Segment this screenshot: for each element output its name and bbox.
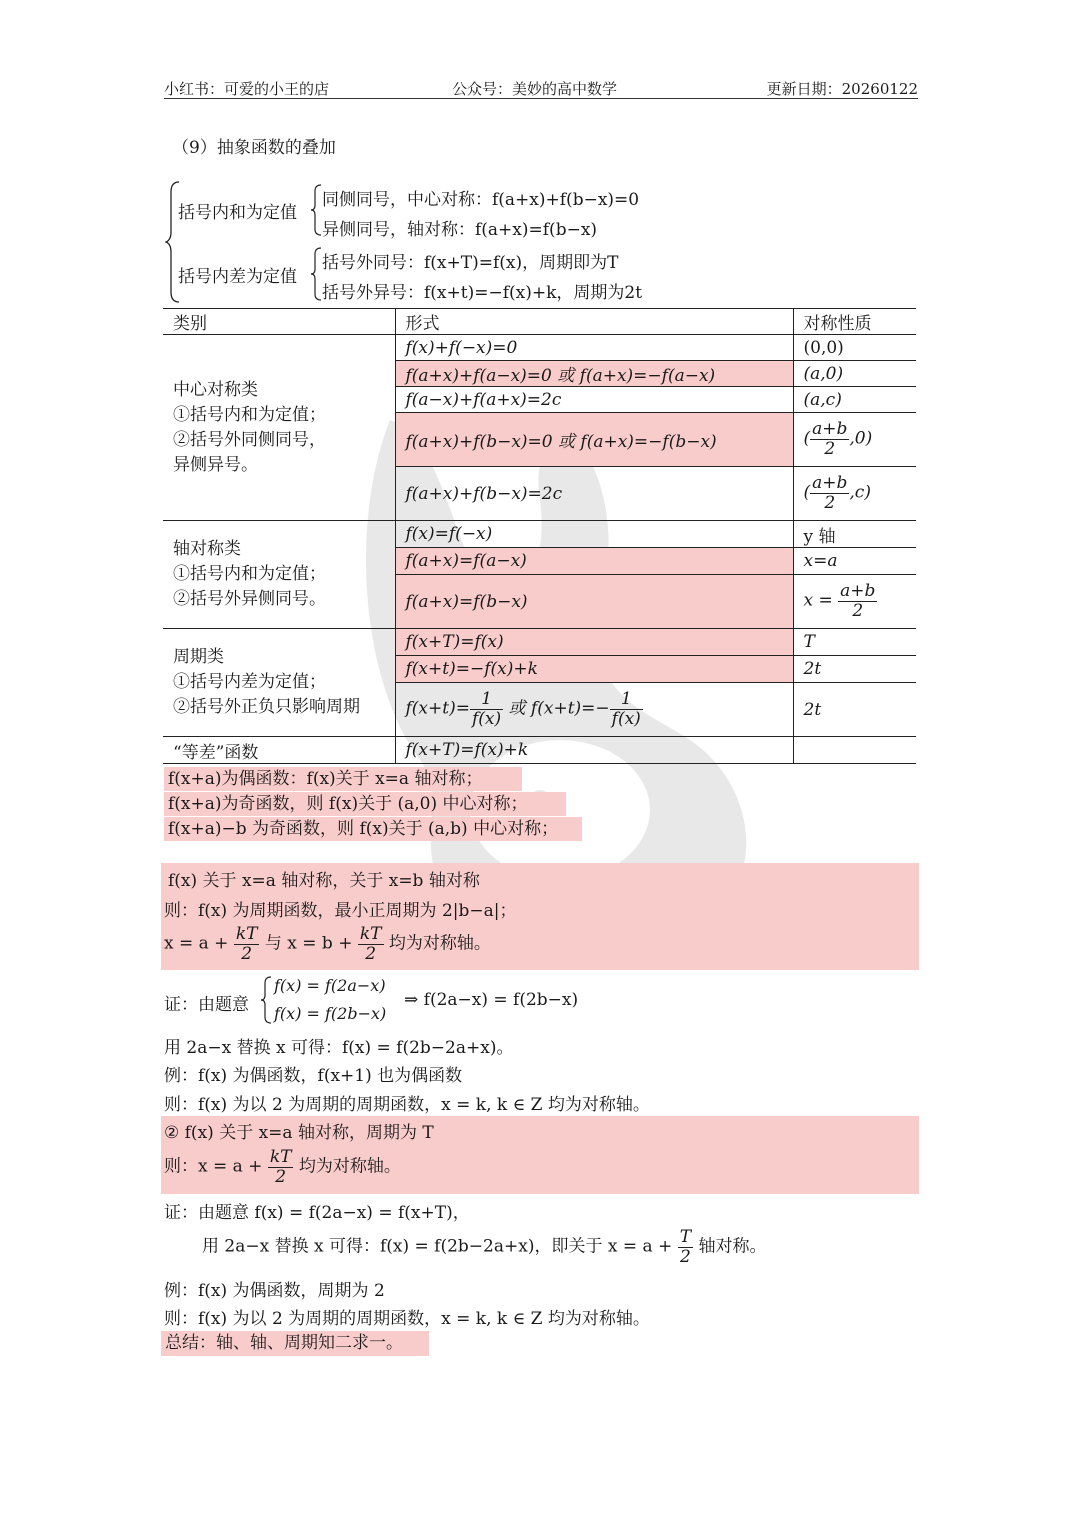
prop-cell: T	[793, 629, 916, 656]
fraction	[268, 1148, 294, 1186]
prop-cell: 2t	[793, 683, 916, 737]
sum-label: 括号内和为定值	[178, 203, 297, 223]
fraction	[234, 925, 260, 963]
form-cell: f(x+T)=f(x)+k	[395, 737, 793, 764]
fact-1: f(x+a)为偶函数：f(x)关于 x=a 轴对称；	[164, 767, 522, 791]
denominator: 2	[241, 943, 253, 964]
denominator: 2	[824, 439, 836, 459]
summary: 总结：轴、轴、周期知二求一。	[161, 1331, 429, 1356]
fraction	[810, 420, 849, 458]
center-note3: 异侧异号。	[173, 454, 258, 475]
form-cell: f(a−x)+f(a+x)=2c	[395, 387, 793, 413]
proof2-line1: 证：由题意 f(x) = f(2a−x) = f(x+T)，	[164, 1203, 470, 1223]
fraction	[610, 690, 643, 728]
proof1-sys1: f(x) = f(2a−x)	[274, 976, 386, 995]
header-form: 形式	[395, 309, 793, 335]
form-cell: f(a+x)=f(b−x)	[395, 575, 793, 629]
prop-pre: (	[803, 429, 811, 449]
period-note2: ②括号外正负只影响周期	[173, 697, 360, 717]
theorem2-line1: ② f(x) 关于 x=a 轴对称，周期为 T	[164, 1123, 434, 1143]
prop-pre: x =	[803, 591, 833, 611]
proof1-example-result: 则：f(x) 为以 2 为周期的周期函数，x = k, k ∈ Z 均为对称轴。	[164, 1095, 650, 1115]
system-brace	[260, 975, 274, 1025]
form-pre: f(x+t)=	[405, 699, 470, 719]
t2-pre: 则：x = a +	[164, 1156, 263, 1177]
p2-pre: 用 2a−x 替换 x 可得：f(x) = f(2b−2a+x)，即关于 x = a +	[202, 1236, 673, 1257]
period-note1: ①括号内差为定值；	[173, 672, 326, 692]
numerator: kT	[269, 1147, 292, 1167]
center-group-cell	[163, 335, 395, 521]
proof1-example: 例：f(x) 为偶函数，f(x+1) 也为偶函数	[164, 1066, 463, 1086]
prop-cell	[793, 413, 916, 467]
proof1-line2: 用 2a−x 替换 x 可得：f(x) = f(2b−2a+x)。	[164, 1038, 514, 1058]
table-row	[163, 521, 916, 548]
denominator: 2	[365, 943, 377, 964]
prop-pre: (	[803, 483, 811, 503]
prop-cell: (0,0)	[793, 335, 916, 361]
section-title: （9）抽象函数的叠加	[172, 138, 336, 158]
sum-same: 同侧同号，中心对称：f(a+x)+f(b−x)=0	[322, 190, 640, 210]
prop-cell	[793, 467, 916, 521]
header-right: 更新日期：20260122	[766, 80, 918, 98]
fraction	[678, 1228, 693, 1266]
diff-opp: 括号外异号：f(x+t)=−f(x)+k，周期为2t	[322, 283, 643, 303]
form-cell: f(a+x)+f(b−x)=0 或 f(a+x)=−f(b−x)	[395, 413, 793, 467]
numerator: kT	[359, 924, 382, 944]
form-mid: 或 f(x+t)=−	[508, 699, 610, 719]
fact-2: f(x+a)为奇函数，则 f(x)关于 (a,0) 中心对称；	[164, 792, 566, 816]
prop-cell: 2t	[793, 656, 916, 683]
axis-title: 轴对称类	[173, 539, 241, 559]
page-header	[164, 78, 918, 99]
diff-label: 括号内差为定值	[178, 267, 297, 287]
proof2-line2	[202, 1228, 766, 1266]
prop-cell: x=a	[793, 548, 916, 575]
sum-opp: 异侧同号，轴对称：f(a+x)=f(b−x)	[322, 220, 598, 240]
prop-post: ,c)	[849, 483, 871, 503]
center-title: 中心对称类	[173, 379, 258, 400]
proof1-sys2: f(x) = f(2b−x)	[274, 1004, 387, 1023]
fraction	[810, 474, 849, 512]
denominator: f(x)	[471, 709, 502, 729]
diff-same: 括号外同号：f(x+T)=f(x)，周期即为T	[322, 253, 619, 273]
form-cell: f(x+T)=f(x)	[395, 629, 793, 656]
center-note2: ②括号外同侧同号，	[173, 429, 326, 450]
form-cell: f(x+t)=−f(x)+k	[395, 656, 793, 683]
header-center: 公众号：美妙的高中数学	[452, 80, 618, 98]
theorem1-line3	[164, 925, 491, 963]
proof1-prefix: 证：由题意	[164, 995, 249, 1015]
axis-note1: ①括号内和为定值；	[173, 564, 326, 584]
proof2-example-result: 则：f(x) 为以 2 为周期的周期函数，x = k, k ∈ Z 均为对称轴。	[164, 1309, 650, 1329]
prop-post: ,0)	[849, 429, 873, 449]
center-note1: ①括号内和为定值；	[173, 404, 326, 425]
form-cell: f(a+x)+f(b−x)=2c	[395, 467, 793, 521]
t1-post: 均为对称轴。	[388, 933, 491, 954]
prop-cell: (a,0)	[793, 361, 916, 387]
denominator: 2	[852, 601, 864, 621]
numerator: a+b	[840, 581, 876, 602]
numerator: 1	[610, 690, 643, 710]
fraction	[358, 925, 384, 963]
header-left: 小红书：可爱的小王的店	[164, 80, 330, 98]
period-group-cell	[163, 629, 395, 737]
form-cell: f(x)+f(−x)=0	[395, 335, 793, 361]
proof2-example: 例：f(x) 为偶函数，周期为 2	[164, 1281, 385, 1301]
theorem1-line1: f(x) 关于 x=a 轴对称，关于 x=b 轴对称	[168, 871, 480, 891]
form-cell: f(a+x)=f(a−x)	[395, 548, 793, 575]
prop-cell: y 轴	[793, 521, 916, 548]
table-row	[163, 629, 916, 656]
axis-note2: ②括号外异侧同号。	[173, 589, 326, 609]
numerator: kT	[235, 924, 258, 944]
table-header-row	[163, 309, 916, 335]
summary-table	[163, 308, 916, 764]
numerator: 1	[470, 690, 503, 710]
numerator: a+b	[812, 473, 848, 494]
numerator: T	[679, 1227, 692, 1247]
prop-cell	[793, 737, 916, 764]
denominator: 2	[824, 493, 836, 513]
denominator: f(x)	[611, 709, 641, 729]
fact-3: f(x+a)−b 为奇函数，则 f(x)关于 (a,b) 中心对称；	[164, 817, 582, 841]
table-row	[163, 737, 916, 764]
theorem2-line2	[164, 1148, 401, 1186]
denominator: 2	[679, 1246, 691, 1267]
form-cell: f(a+x)+f(a−x)=0 或 f(a+x)=−f(a−x)	[395, 361, 793, 387]
numerator: a+b	[812, 419, 848, 440]
proof1-implies: ⇒ f(2a−x) = f(2b−x)	[404, 990, 579, 1010]
period-title: 周期类	[173, 647, 224, 667]
fraction	[470, 690, 503, 728]
denominator: 2	[275, 1166, 287, 1187]
t1-pre: x = a +	[164, 933, 229, 954]
fraction	[838, 582, 877, 620]
prop-cell	[793, 575, 916, 629]
prop-cell: (a,c)	[793, 387, 916, 413]
t1-mid: 与 x = b +	[264, 933, 353, 954]
form-cell: f(x)=f(−x)	[395, 521, 793, 548]
table-row	[163, 335, 916, 361]
form-cell	[395, 683, 793, 737]
t2-post: 均为对称轴。	[298, 1156, 401, 1177]
header-category: 类别	[163, 309, 395, 335]
p2-post: 轴对称。	[698, 1236, 767, 1257]
theorem1-line2: 则：f(x) 为周期函数，最小正周期为 2|b−a|；	[164, 901, 517, 921]
axis-group-cell	[163, 521, 395, 629]
diff-title: “等差”函数	[163, 737, 395, 764]
header-property: 对称性质	[793, 309, 916, 335]
